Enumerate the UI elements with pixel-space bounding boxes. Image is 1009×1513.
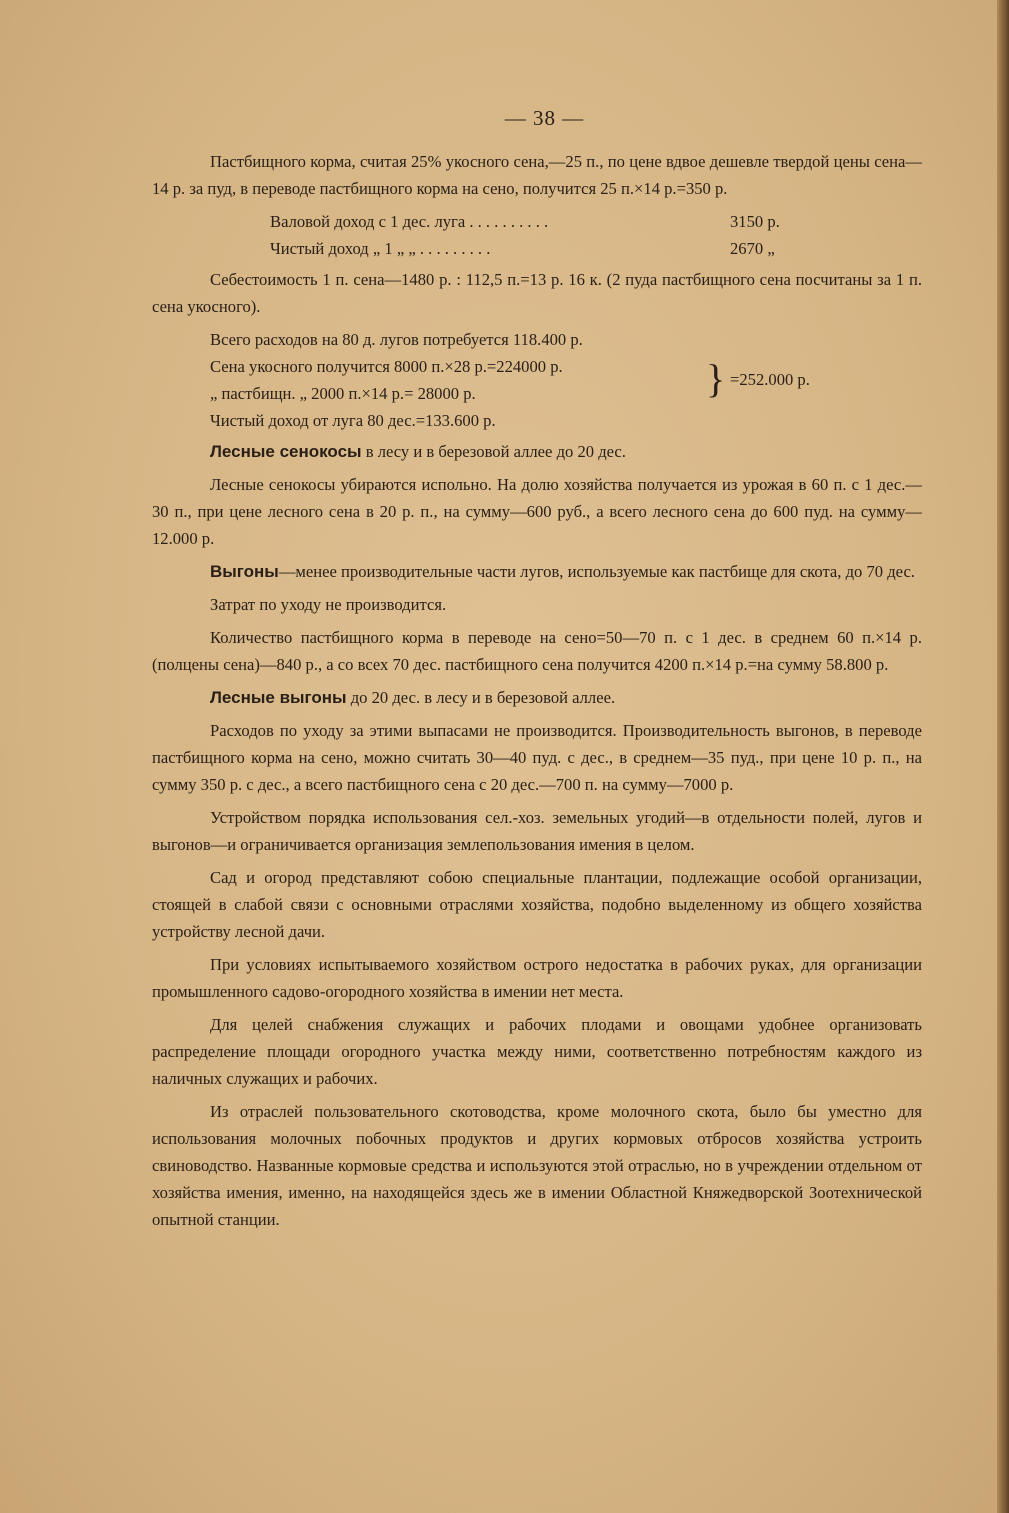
row-net-income [270,235,820,262]
page-content [152,148,922,1239]
section-pastures [152,558,922,585]
section-heading: Лесные сенокосы [210,442,362,461]
paragraph: Сад и огород представляют собою специальные плантации, подлежащие особой организации, стоящей в слабой связи с основными отраслями хозяйства, подобно выделенному из общего хозяйства устройству лесной дачи. [152,868,922,941]
section-forest-hay [152,438,922,465]
paragraph: Пастбищного корма, считая 25% укосного сена,—25 п., по цене вдвое дешевле твердой цены сена—14 р. за пуд, в переводе пастбищного корма на сено, получится 25 п.×14 р.=350 р. [152,152,922,198]
row-value: 3150 р. [730,212,780,231]
paragraph: При условиях испытываемого хозяйством острого недостатка в рабочих руках, для организации промышленного садово-огородного хозяйства в имении нет места. [152,955,922,1001]
paragraph: Устройством порядка использования сел.-хоз. земельных угодий—в отдельности полей, лугов и выгонов—и ограничивается организация землепользования имения в целом. [152,808,922,854]
section-heading-text: в лесу и в березовой аллее до 20 дес. [361,442,626,461]
total-cost-line: Всего расходов на 80 д. лугов потребуется 118.400 р. [210,330,583,349]
page-number: — 38 — [504,106,585,130]
section-heading: Лесные выгоны [210,688,347,707]
paragraph: Для целей снабжения служащих и рабочих плодами и овощами удобнее организовать распределение площади огородного участка между ними, соответственно потребностям каждого из наличных служащих и рабочих. [152,1015,922,1088]
paragraph: Лесные сенокосы убираются испольно. На долю хозяйства получается из урожая в 60 п. с 1 дес.—30 п., при цене лесного сена в 20 р. п., на сумму—600 руб., а всего лесного сена до 600 пуд. на сумму—12.000 р. [152,475,922,548]
section-heading: Выгоны [210,562,279,581]
row-label: Валовой доход с 1 дес. луга . . . . . . . . . . [270,212,549,231]
page-edge-shadow [997,0,1009,1513]
paragraph: Себестоимость 1 п. сена—1480 р. : 112,5 п.=13 р. 16 к. (2 пуда пастбищного сена посчитаны за 1 п. сена укосного). [152,270,922,316]
paragraph: Затрат по уходу не производится. [210,595,447,614]
row-gross-income [270,208,820,235]
paragraph: Количество пастбищного корма в переводе на сено=50—70 п. с 1 дес. в среднем 60 п.×14 р. (полцены сена)—840 р., а со всех 70 дес. пастбищного сена получится 4200 п.×14 р.=на сумму 58.800 р. [152,628,922,674]
net-income-line: Чистый доход от луга 80 дес.=133.600 р. [210,411,496,430]
paragraph: Из отраслей пользовательного скотоводства, кроме молочного скота, было бы уместно для использования молочных побочных продуктов и других кормовых отбросов хозяйства устроить свиноводство. Названные кормовые средства и используются этой отраслью, но в учреждении отдельном от хозяйства имения, именно, на находящейся здесь же в имении Областной Княжедворской Зоотехнической опытной станции. [152,1102,922,1229]
curly-brace-icon: } [706,356,726,401]
paragraph: Расходов по уходу за этими выпасами не производится. Производительность выгонов, в переводе пастбищного корма на сено, можно считать 30—40 пуд. с дес., в среднем—35 пуд., при цене 10 р. п., на сумму 350 р. с дес., а всего пастбищного сена с 20 дес.—700 п. на сумму—7000 р. [152,721,922,794]
section-heading-text: до 20 дес. в лесу и в березовой аллее. [346,688,616,707]
hay-row-pasture: „ пастбищн. „ 2000 п.×14 р.= 28000 р. [210,384,476,403]
row-value: 2670 „ [730,239,775,258]
hay-total: =252.000 р. [730,370,810,389]
section-heading-text: —менее производительные части лугов, используемые как пастбище для скота, до 70 дес. [278,562,915,581]
hay-row-mowed: Сена укосного получится 8000 п.×28 р.=224000 р. [210,357,563,376]
row-label: Чистый доход „ 1 „ „ . . . . . . . . . [270,239,491,258]
hay-yield-block [210,353,922,407]
section-forest-pastures [152,684,922,711]
